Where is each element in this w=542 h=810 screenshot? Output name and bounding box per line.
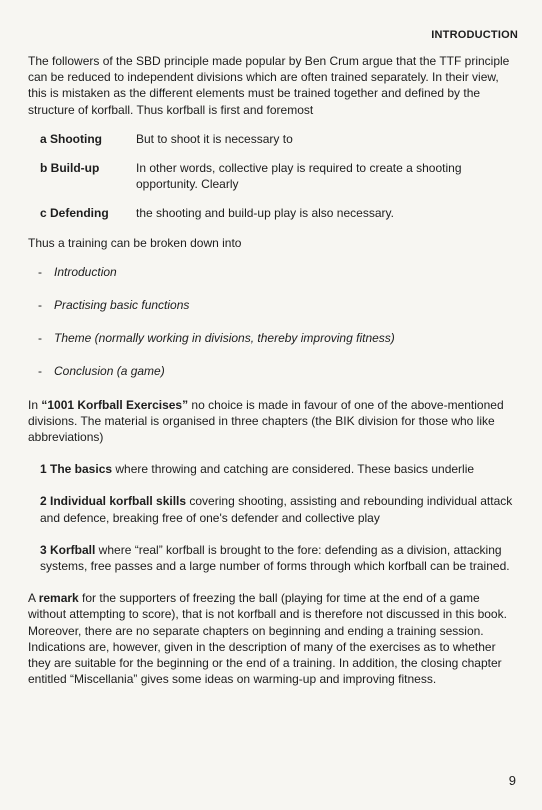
list-item-text: Practising basic functions	[54, 298, 190, 313]
remark-bold: remark	[38, 591, 79, 606]
list-item-text: Introduction	[54, 264, 117, 279]
chapter-2	[40, 493, 520, 525]
book-paragraph	[28, 397, 520, 446]
remark-after: for the supporters of freezing the ball (playing for time at the end of a game without attempting to score), that is not korfball and is therefore not discussed in this book. Moreover, there are no separate chapters on beginning and ending a training session. Indications are, however, given in the description of many of the exercises as to whether they are suitable for the beginning or the end of a training. In addition, the closing chapter entitled “Miscellania” gives some ideas on warming-up and improving fitness.	[28, 591, 507, 687]
book-title: “1001 Korfball Exercises”	[41, 397, 189, 412]
chapter-1	[40, 461, 520, 477]
chapter-text: where throwing and catching are considered. These basics underlie	[112, 462, 475, 477]
book-paragraph-before: In	[28, 397, 42, 412]
definition-shooting	[40, 131, 520, 147]
training-parts-list	[38, 264, 520, 380]
list-dash: -	[38, 298, 42, 313]
remark-before: A	[28, 591, 39, 606]
definition-build-up	[40, 160, 520, 192]
list-item	[38, 363, 520, 379]
list-item	[38, 330, 520, 346]
chapter-title: 1 The basics	[40, 462, 113, 477]
remark-paragraph	[28, 590, 520, 687]
book-paragraph-after: no choice is made in favour of one of the above-mentioned divisions. The material is organised in three chapters (the BIK division for those who like abbreviations)	[28, 397, 504, 445]
page-body	[28, 53, 520, 687]
page-number: 9	[508, 773, 516, 788]
definition-term: c Defending	[40, 206, 109, 221]
chapter-3	[40, 542, 520, 574]
definition-text: But to shoot it is necessary to	[136, 131, 293, 146]
chapter-title: 2 Individual korfball skills	[40, 494, 187, 509]
list-item	[38, 297, 520, 313]
chapter-title: 3 Korfball	[40, 542, 96, 557]
list-item-text: Theme (normally working in divisions, thereby improving fitness)	[54, 331, 395, 346]
list-item-text: Conclusion (a game)	[54, 364, 165, 379]
definition-text: the shooting and build-up play is also necessary.	[136, 206, 394, 221]
list-item	[38, 264, 520, 280]
definition-text: In other words, collective play is required to create a shooting opportunity. Clearly	[136, 161, 462, 192]
training-lead: Thus a training can be broken down into	[28, 235, 242, 250]
definition-defending	[40, 205, 520, 221]
running-header: INTRODUCTION	[431, 29, 518, 41]
intro-paragraph: The followers of the SBD principle made popular by Ben Crum argue that the TTF principle can be reduced to independent divisions which are often trained separately. In their view, this is mistaken as the different elements must be trained together and defined by the structure of korfball. Thus korfball is first and foremost	[28, 54, 510, 117]
chapter-text: where “real” korfball is brought to the fore: defending as a division, attacking systems, free passes and a large number of forms through which korfball can be trained.	[40, 542, 510, 574]
definition-term: b Build-up	[40, 161, 100, 176]
list-dash: -	[38, 364, 42, 379]
list-dash: -	[38, 331, 42, 346]
definition-term: a Shooting	[40, 131, 102, 146]
list-dash: -	[38, 264, 42, 279]
chapter-text: covering shooting, assisting and rebounding individual attack and defence, breaking free of one's defender and collective play	[40, 494, 513, 525]
